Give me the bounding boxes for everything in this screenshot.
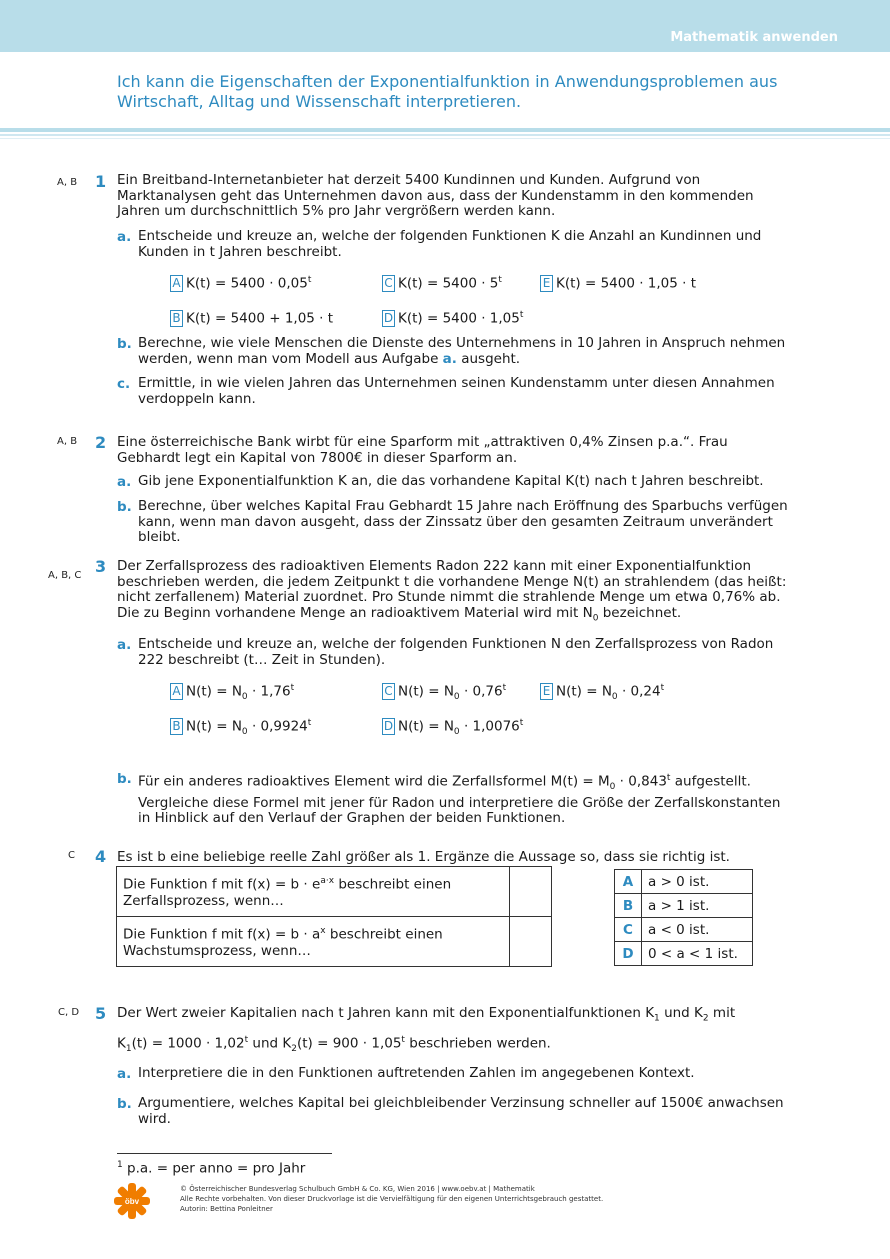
checkbox[interactable]: D — [383, 311, 394, 325]
divider — [0, 138, 890, 139]
answer-slot[interactable] — [510, 917, 552, 967]
choice-letter[interactable]: D — [615, 942, 642, 966]
task-categories: A, B, C — [48, 570, 82, 581]
page-headline: Ich kann die Eigenschaften der Exponentialfunktion in Anwendungsproblemen aus Wirtschaft, Alltag und Wissenschaft interpretieren. — [117, 72, 778, 111]
task-categories: C, D — [58, 1007, 80, 1018]
task-intro: Ein Breitband-Internetanbieter hat derzeit 5400 Kundinnen und Kunden. Aufgrund von Marktanalysen geht das Unternehmen davon aus, dass der Kundenstamm in den kommenden Jahren um durchschnittlich 5% pro Jahr vergrößern werden kann. — [117, 172, 754, 219]
choice-text: 0 < a < 1 ist. — [642, 942, 753, 966]
subtask-text: Argumentiere, welches Kapital bei gleichbleibender Verzinsung schneller auf 1500€ anwachsen wird. — [138, 1095, 784, 1127]
option-A[interactable]: A $K(t) = 5400 \cdot 0,05^t$ — [170, 275, 311, 292]
sub-label: a. — [117, 474, 132, 490]
subtask-text: Entscheide und kreuze an, welche der folgenden Funktionen K die Anzahl an Kundinnen und Kunden in t Jahren beschreibt. — [138, 228, 762, 260]
task-intro: Der Zerfallsprozess des radioaktiven Elements Radon 222 kann mit einer Exponentialfunktion beschrieben werden, die jedem Zeitpunkt t die vorhandene Menge N(t) an strahlendem (das heißt: nicht zerfallenem) Material zuordnet. Pro Stunde nimmt die strahlende Menge um etwa 0,76% ab. Die zu Beginn vorhandene Menge an radioaktivem Material wird mit $N_0$ bezeichnet. — [117, 558, 787, 624]
statement-table — [116, 866, 552, 967]
checkbox[interactable]: A — [170, 275, 183, 292]
option-C[interactable]: C $N(t) = N_0 \cdot 0,76^t$ — [382, 683, 506, 702]
publisher-logo — [114, 1183, 150, 1219]
sub-label: b. — [117, 1096, 132, 1112]
option-A[interactable]: A $N(t) = N_0 \cdot 1,76^t$ — [170, 683, 294, 702]
svg-text:öbv: öbv — [124, 1197, 140, 1206]
task-intro: Es ist b eine beliebige reelle Zahl größer als 1. Ergänze die Aussage so, dass sie richtig ist. — [117, 849, 730, 865]
task-number: 3 — [95, 557, 107, 576]
divider — [0, 128, 890, 132]
divider — [0, 134, 890, 136]
choice-letter[interactable]: A — [615, 870, 642, 894]
checkbox[interactable]: E — [540, 683, 553, 700]
sub-label: c. — [117, 376, 131, 392]
checkbox[interactable]: A — [170, 683, 183, 700]
sub-label: a. — [117, 637, 132, 653]
sub-label: b. — [117, 771, 132, 787]
choice-text: a > 0 ist. — [642, 870, 753, 894]
task-number: 4 — [95, 847, 107, 866]
choice-letter[interactable]: B — [615, 894, 642, 918]
sub-label: a. — [117, 1066, 132, 1082]
option-B[interactable]: B K(t) = 5400 + 1,05 · t — [170, 310, 333, 327]
checkbox[interactable]: E — [540, 275, 553, 292]
sub-label: b. — [117, 336, 132, 352]
legal-notice: © Österreichischer Bundesverlag Schulbuch GmbH & Co. KG, Wien 2016 | www.oebv.at | Mathematik Alle Rechte vorbehalten. Von dieser Druckvorlage ist die Vervielfältigung für den eigenen Unterrichtsgebrauch gestattet. Autorin: Bettina Ponleitner — [180, 1185, 604, 1213]
checkbox[interactable]: D — [383, 719, 394, 733]
checkbox[interactable]: B — [170, 310, 183, 327]
footnote-rule — [117, 1153, 332, 1154]
task-number: 1 — [95, 172, 107, 191]
option-D[interactable]: D $K(t) = 5400 \cdot 1,05^t$ — [383, 310, 524, 327]
task-formula: $K_1(t) = 1000 \cdot 1,02^t$ und $K_2(t) = 900 \cdot 1,05^t$ beschrieben werden. — [117, 1035, 551, 1055]
subtask-text: Berechne, wie viele Menschen die Dienste des Unternehmens in 10 Jahren in Anspruch nehmen werden, wenn man vom Modell aus Aufgabe a. ausgeht. — [138, 335, 786, 367]
subtask-text: Berechne, über welches Kapital Frau Gebhardt 15 Jahre nach Eröffnung des Sparbuchs verfügen kann, wenn man davon ausgeht, dass der Zinssatz über den gesamten Zeitraum unverändert bleibt. — [138, 498, 788, 545]
option-D[interactable]: D $N(t) = N_0 \cdot 1,0076^t$ — [383, 718, 524, 738]
choice-text: a > 1 ist. — [642, 894, 753, 918]
task-categories: C — [68, 850, 75, 861]
task-number: 5 — [95, 1004, 107, 1023]
task-intro: Eine österreichische Bank wirbt für eine Sparform mit „attraktiven 0,4% Zinsen p.a.“. Frau Gebhardt legt ein Kapital von 7800€ in dieser Sparform an. — [117, 434, 728, 466]
task-intro: Der Wert zweier Kapitalien nach t Jahren kann mit den Exponentialfunktionen $K_1$ und $K_2$ mit — [117, 1005, 736, 1024]
header-banner — [0, 0, 890, 52]
checkbox[interactable]: B — [170, 718, 183, 735]
checkbox[interactable]: C — [382, 275, 395, 292]
task-categories: A, B — [57, 177, 78, 188]
option-E[interactable]: E K(t) = 5400 · 1,05 · t — [540, 275, 696, 292]
statement-cell: Die Funktion f mit $f(x) = b \cdot a^x$ beschreibt einen Wachstumsprozess, wenn… — [117, 917, 510, 967]
subtask-text: Gib jene Exponentialfunktion K an, die das vorhandene Kapital K(t) nach t Jahren beschreibt. — [138, 473, 764, 489]
statement-cell: Die Funktion f mit $f(x) = b \cdot e^{a\cdot x}$ beschreibt einen Zerfallsprozess, wenn… — [117, 867, 510, 917]
subtask-text: Für ein anderes radioaktives Element wird die Zerfallsformel $M(t) = M_0 \cdot 0,843^t$ aufgestellt. Vergleiche diese Formel mit jener für Radon und interpretiere die Größe der Zerfallskonstanten in Hinblick auf den Verlauf der Graphen der beiden Funktionen. — [138, 773, 781, 827]
answer-slot[interactable] — [510, 867, 552, 917]
subtask-text: Entscheide und kreuze an, welche der folgenden Funktionen N den Zerfallsprozess von Radon 222 beschreibt (t… Zeit in Stunden). — [138, 636, 774, 668]
banner-title: Mathematik anwenden — [670, 30, 838, 45]
subtask-text: Interpretiere die in den Funktionen auftretenden Zahlen im angegebenen Kontext. — [138, 1065, 695, 1081]
sub-label: b. — [117, 499, 132, 515]
choice-text: a < 0 ist. — [642, 918, 753, 942]
subtask-text: Ermittle, in wie vielen Jahren das Unternehmen seinen Kundenstamm unter diesen Annahmen verdoppeln kann. — [138, 375, 775, 407]
choice-table — [614, 869, 753, 966]
footnote: $^1$ p.a. = per anno = pro Jahr — [117, 1160, 306, 1177]
option-E[interactable]: E $N(t) = N_0 \cdot 0,24^t$ — [540, 683, 664, 702]
choice-letter[interactable]: C — [615, 918, 642, 942]
option-B[interactable]: B $N(t) = N_0 \cdot 0,9924^t$ — [170, 718, 311, 737]
checkbox[interactable]: C — [382, 683, 395, 700]
task-categories: A, B — [57, 436, 78, 447]
task-number: 2 — [95, 433, 107, 452]
sub-label: a. — [117, 229, 132, 245]
option-C[interactable]: C $K(t) = 5400 \cdot 5^t$ — [382, 275, 502, 292]
